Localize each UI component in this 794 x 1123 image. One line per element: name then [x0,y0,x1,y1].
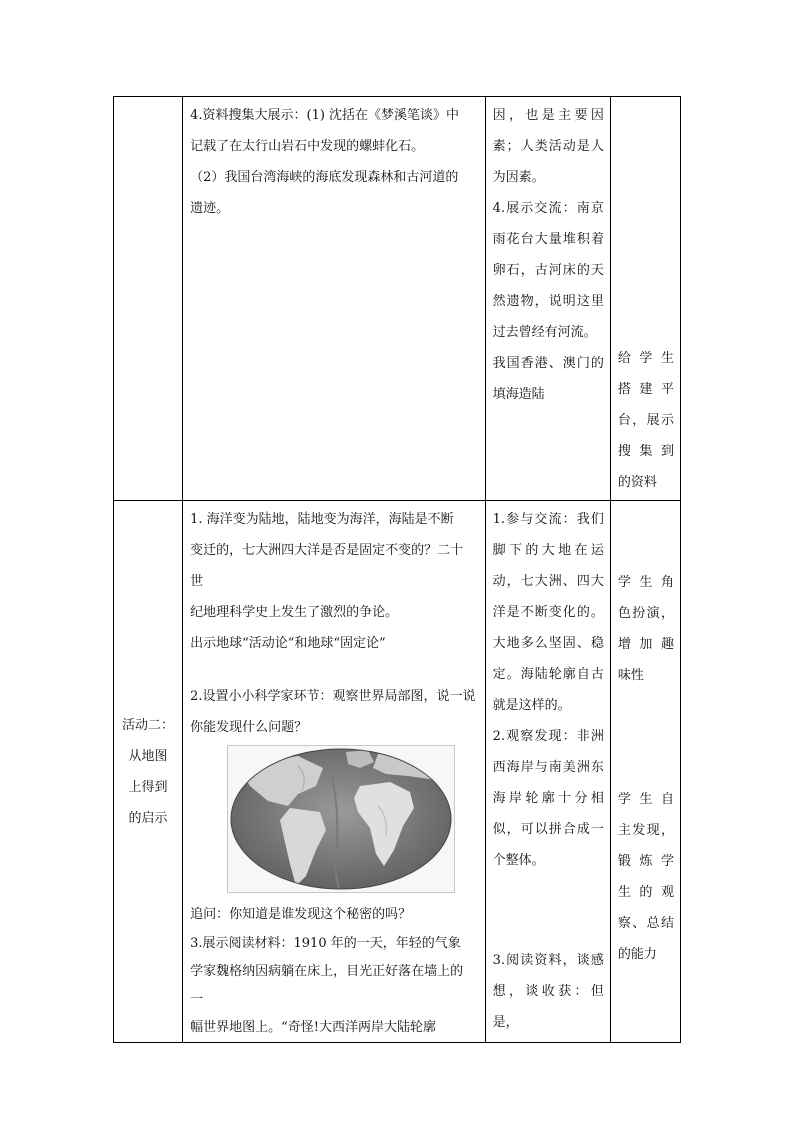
row1-student-cell [485,97,610,501]
student-response-text: 1.参与交流：我们 脚下的大地在运 动，七大洲、四大 洋是不断变化的。 大地多么坚固、稳 定。海陆轮廓自古 就是这样的。 2.观察发现：非洲 西海岸与南美洲东 海岸轮廓十分相 似，可以拼合成一 个整体。 3.阅读资料，谈感 想，谈收获：但是， [492,512,604,1030]
design-intent-text: 给学生 搭建平 台，展示 搜集到 的资料 [617,351,674,490]
row2-intent-cell [610,501,680,1043]
row1-label-cell [114,97,183,501]
activity-two-label: 活动二： 从地图 上得到 的启示 [114,501,183,1043]
teacher-activity-text: 1. 海洋变为陆地，陆地变为海洋，海陆是不断 变迁的，七大洲四大洋是否是固定不变的？二十 世 纪地理科学史上发生了激烈的争论。 出示地球“活动论”和地球“固定论” 2.设置小小科学家环节：观察世界局部图，说一说 你能发现什么问题？ 追问：你知道是谁发现这个秘密的吗？ 3.展示阅读材料：1910 年的一天，年轻的气象 学家魏格纳因病躺在床上，目光正好落在墙上的 一 幅世界地图上。“奇怪!大西洋两岸大陆轮廓 [190,512,476,1035]
row1-content-cell [183,97,486,501]
row1-intent-cell [610,97,680,501]
table-row [114,501,681,1043]
row2-content-cell [183,501,486,1043]
lesson-plan-table [113,96,681,1043]
student-activity-text: 因，也是主要因 素；人类活动是人 为因素。 4.展示交流：南京 雨花台大量堆积着 卵石，古河床的天 然遗物，说明这里 过去曾经有河流。 我国香港、澳门的 填海造陆 [492,108,604,402]
resource-display-text: 4.资料搜集大展示：(1) 沈括在《梦溪笔谈》中 记载了在太行山岩石中发现的螺蚌化石。 （2）我国台湾海峡的海底发现森林和古河道的 遗迹。 [190,108,460,216]
world-map-image [227,745,455,893]
row2-student-cell [485,501,610,1043]
table-row [114,97,681,501]
design-intent-text: 学生角 色扮演， 增加趣 味性 学生自 主发现， 锻炼学 生的观 察、总结 的能力 [617,575,674,962]
